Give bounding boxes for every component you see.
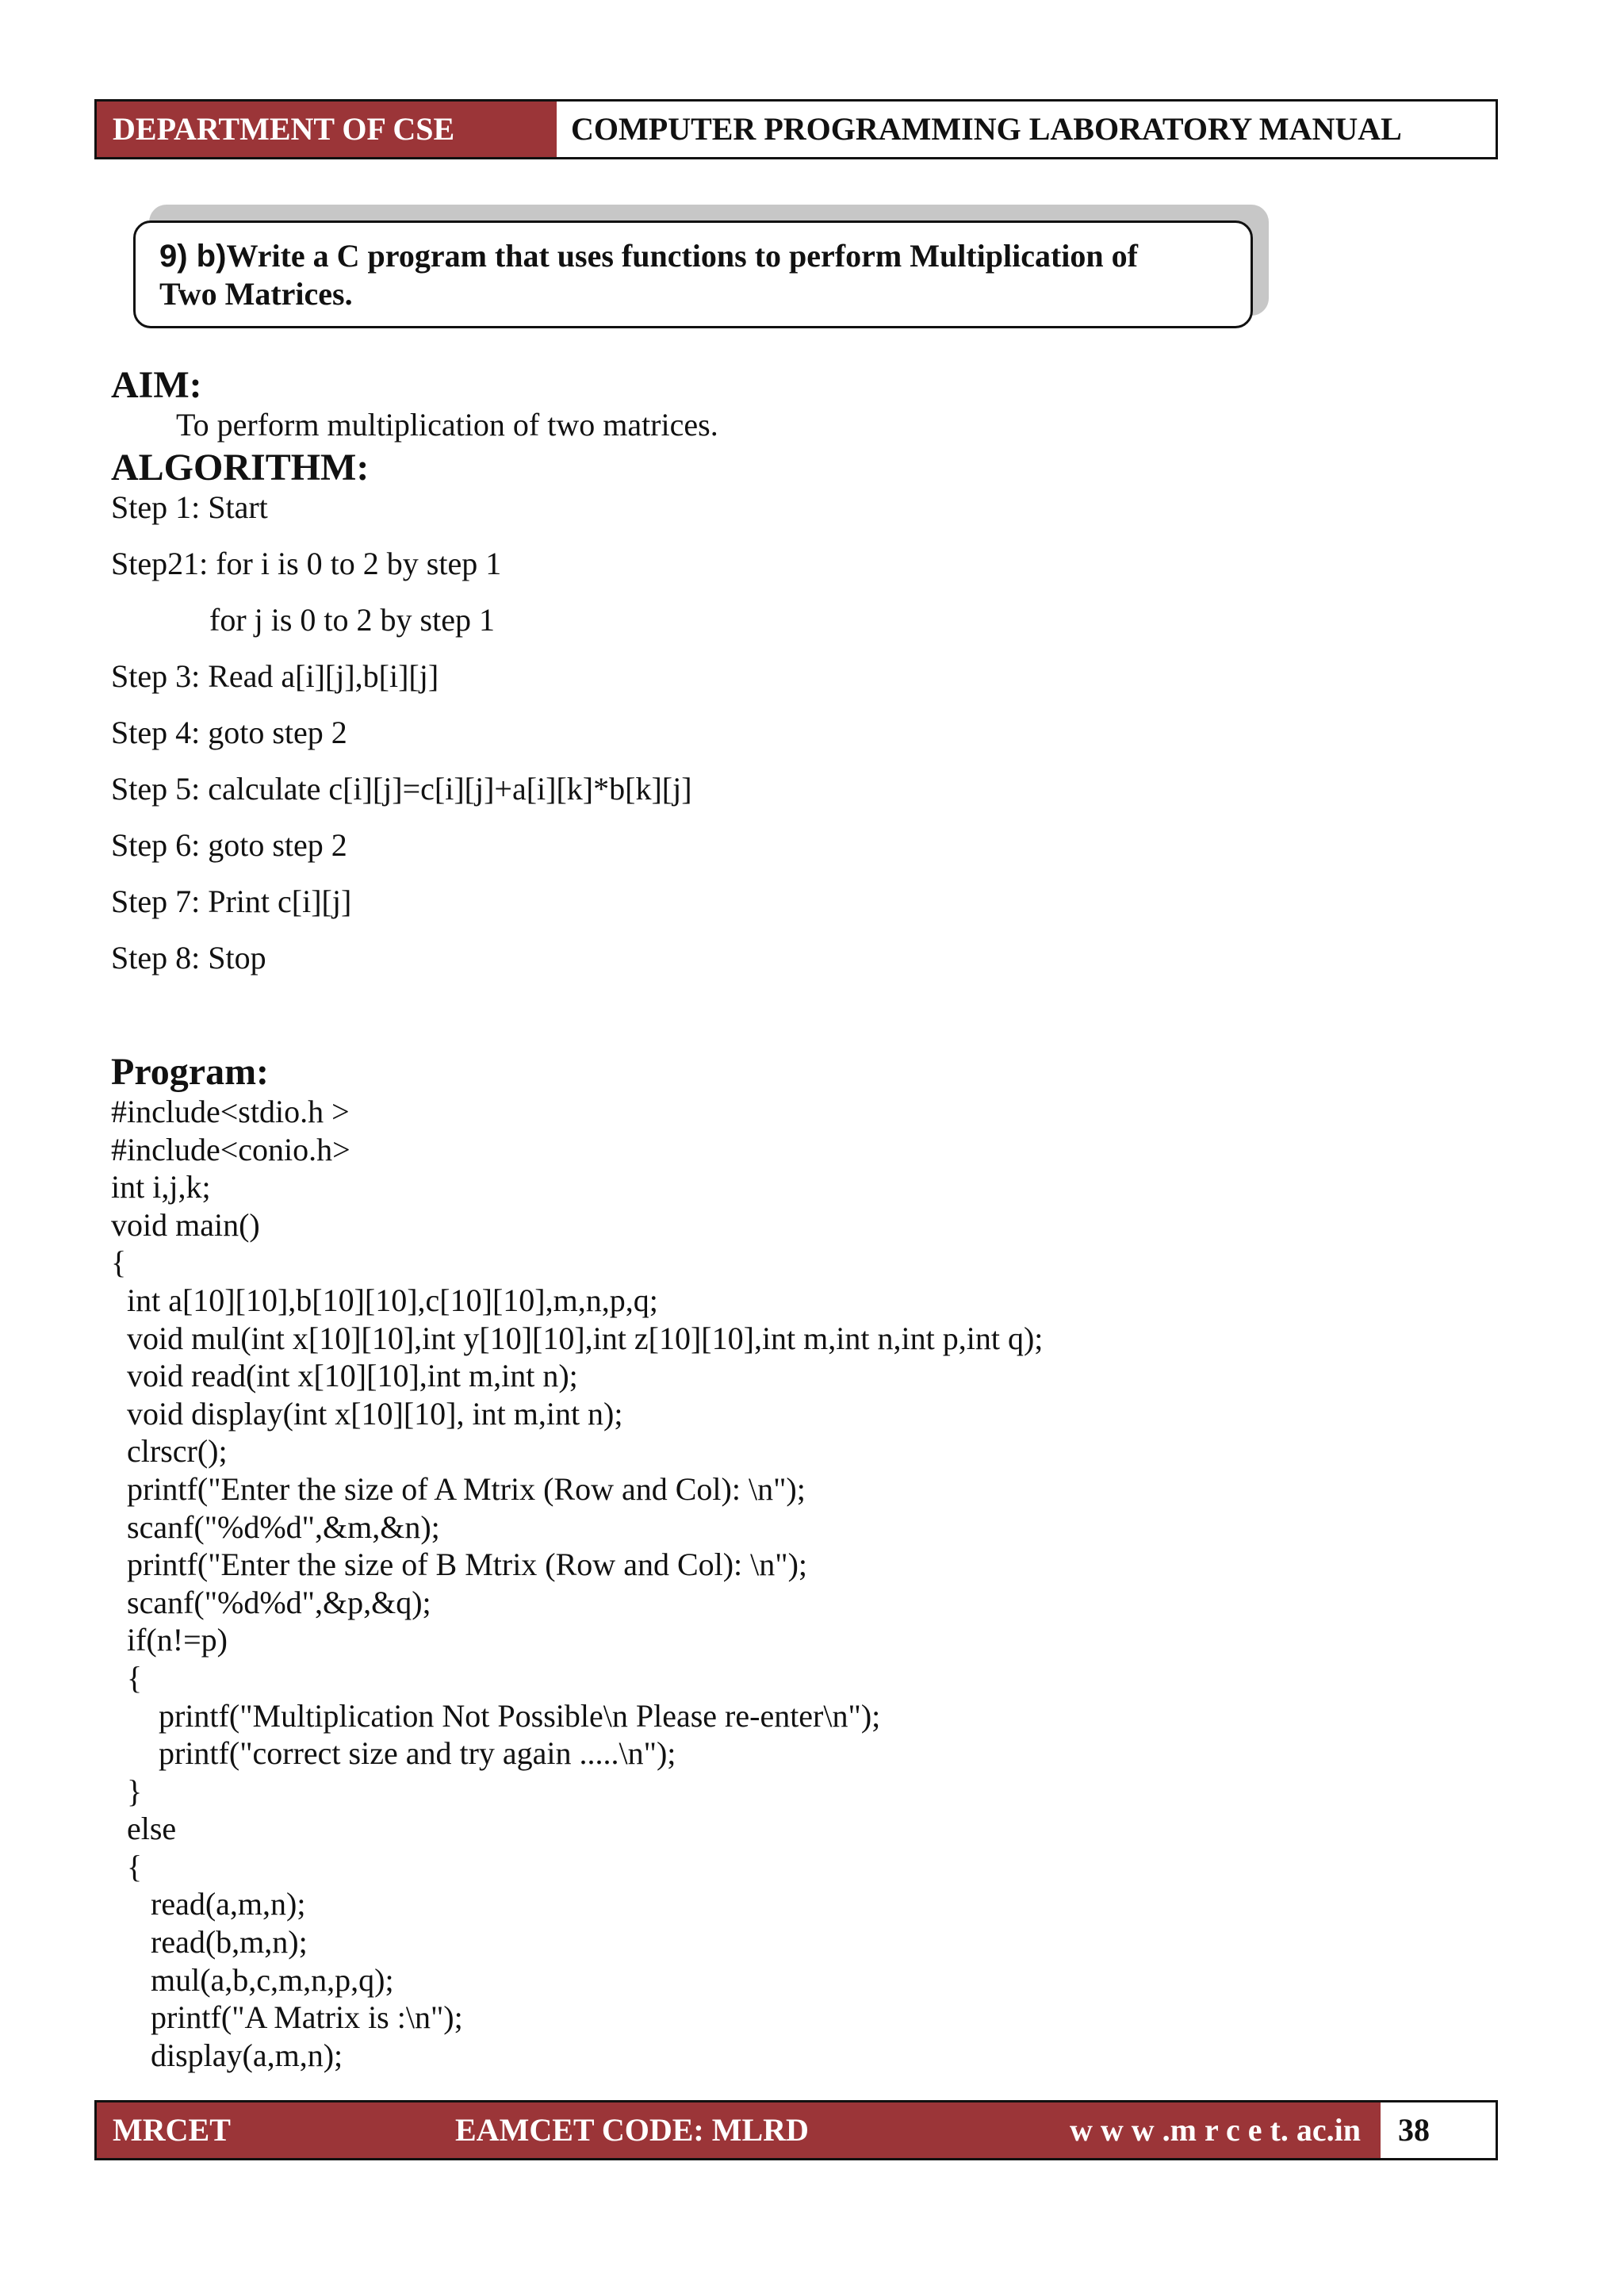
code-line: printf("Enter the size of A Mtrix (Row and Col): \n"); <box>111 1470 806 1507</box>
algorithm-step: Step 3: Read a[i][j],b[i][j] <box>111 658 439 694</box>
code-line: void read(int x[10][10],int m,int n); <box>111 1358 578 1394</box>
program-code <box>111 1093 1043 2074</box>
code-line: printf("correct size and try again .....\n"); <box>111 1735 676 1772</box>
code-line: #include<stdio.h > <box>111 1094 350 1129</box>
aim-text: To perform multiplication of two matrices. <box>176 407 718 443</box>
algorithm-step: Step 6: goto step 2 <box>111 827 347 863</box>
code-line: printf("Enter the size of B Mtrix (Row and Col): \n"); <box>111 1547 808 1583</box>
footer-website: w w w .m r c e t. ac.in <box>1070 2112 1361 2148</box>
question-line-1 <box>159 237 1227 275</box>
code-line: printf("Multiplication Not Possible\n Please re-enter\n"); <box>111 1697 881 1734</box>
algorithm-step: Step 8: Stop <box>111 940 266 976</box>
program-heading: Program: <box>111 1051 270 1093</box>
page-header <box>94 99 1498 159</box>
code-line: scanf("%d%d",&p,&q); <box>111 1584 431 1620</box>
code-line: #include<conio.h> <box>111 1131 350 1167</box>
algorithm-step: Step 1: Start <box>111 489 268 525</box>
code-line: if(n!=p) <box>111 1622 228 1658</box>
question-text-2: Two Matrices. <box>159 276 353 312</box>
footer-college: MRCET <box>113 2112 231 2148</box>
code-line: read(a,m,n); <box>111 1886 306 1922</box>
question-text-1: Write a C program that uses functions to perform Multiplication of <box>226 238 1138 274</box>
manual-title: COMPUTER PROGRAMMING LABORATORY MANUAL <box>571 111 1402 147</box>
code-line: else <box>111 1811 177 1847</box>
code-line: } <box>111 1773 143 1809</box>
code-line: int a[10][10],b[10][10],c[10][10],m,n,p,q; <box>111 1282 658 1318</box>
code-line: void mul(int x[10][10],int y[10][10],int z[10][10],int m,int n,int p,int q); <box>111 1320 1044 1356</box>
algorithm-heading: ALGORITHM: <box>111 447 370 489</box>
code-line: mul(a,b,c,m,n,p,q); <box>111 1961 394 1998</box>
page-footer <box>94 2100 1498 2160</box>
page-number: 38 <box>1381 2102 1496 2158</box>
algorithm-step: for j is 0 to 2 by step 1 <box>209 602 495 638</box>
code-line: scanf("%d%d",&m,&n); <box>111 1508 440 1545</box>
code-line: printf("A Matrix is :\n"); <box>111 1999 463 2036</box>
code-line: { <box>111 1244 127 1281</box>
code-line: display(a,m,n); <box>111 2037 343 2073</box>
footer-eamcet-code: EAMCET CODE: MLRD <box>455 2112 809 2148</box>
algorithm-step: Step21: for i is 0 to 2 by step 1 <box>111 546 502 581</box>
code-line: clrscr(); <box>111 1433 228 1470</box>
department-label: DEPARTMENT OF CSE <box>97 102 557 157</box>
code-line: read(b,m,n); <box>111 1924 308 1961</box>
algorithm-step: Step 4: goto step 2 <box>111 715 347 750</box>
question-number: 9) b) <box>159 239 227 274</box>
code-line: void main() <box>111 1206 260 1243</box>
code-line: { <box>111 1659 143 1696</box>
footer-band <box>97 2102 1381 2158</box>
code-line: int i,j,k; <box>111 1169 211 1205</box>
code-line: void display(int x[10][10], int m,int n); <box>111 1395 623 1432</box>
algorithm-step: Step 5: calculate c[i][j]=c[i][j]+a[i][k]*b[k][j] <box>111 771 692 807</box>
code-line: { <box>111 1848 143 1884</box>
algorithm-step: Step 7: Print c[i][j] <box>111 884 352 919</box>
question-box <box>133 220 1253 328</box>
aim-heading: AIM: <box>111 364 202 406</box>
